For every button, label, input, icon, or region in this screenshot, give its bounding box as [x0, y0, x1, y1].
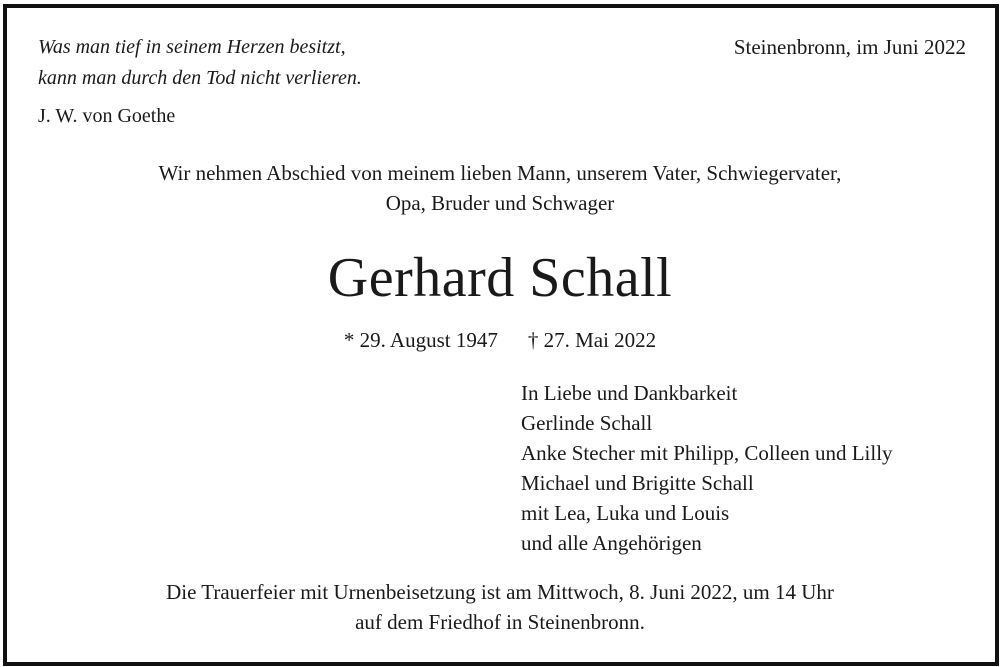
mourner-line: Michael und Brigitte Schall	[521, 471, 754, 495]
mourner-line: Gerlinde Schall	[521, 411, 653, 435]
mourners-block	[521, 378, 893, 558]
mourner-line: Anke Stecher mit Philipp, Colleen und Lilly	[521, 441, 893, 465]
birth-date: * 29. August 1947	[343, 328, 498, 352]
intro-line-2: Opa, Bruder und Schwager	[385, 191, 615, 215]
quote-line-2: kann man durch den Tod nicht verlieren.	[38, 67, 362, 89]
mourner-line: mit Lea, Luka und Louis	[521, 501, 730, 525]
quote-author: J. W. von Goethe	[38, 105, 176, 127]
service-info	[0, 577, 1000, 637]
service-line-1: Die Trauerfeier mit Urnenbeisetzung ist am Mittwoch, 8. Juni 2022, um 14 Uhr	[166, 580, 834, 604]
mourner-line: und alle Angehörigen	[521, 531, 702, 555]
place-date: Steinenbronn, im Juni 2022	[733, 35, 966, 59]
life-dates	[0, 325, 1000, 355]
mourners-lead: In Liebe und Dankbarkeit	[521, 381, 738, 405]
quote	[38, 32, 362, 94]
service-line-2: auf dem Friedhof in Steinenbronn.	[355, 610, 645, 634]
quote-line-1: Was man tief in seinem Herzen besitzt,	[38, 36, 346, 58]
intro-text	[0, 158, 1000, 218]
death-date: † 27. Mai 2022	[527, 328, 657, 352]
intro-line-1: Wir nehmen Abschied von meinem lieben Mann, unserem Vater, Schwiegervater,	[158, 161, 842, 185]
deceased-name: Gerhard Schall	[327, 247, 673, 309]
